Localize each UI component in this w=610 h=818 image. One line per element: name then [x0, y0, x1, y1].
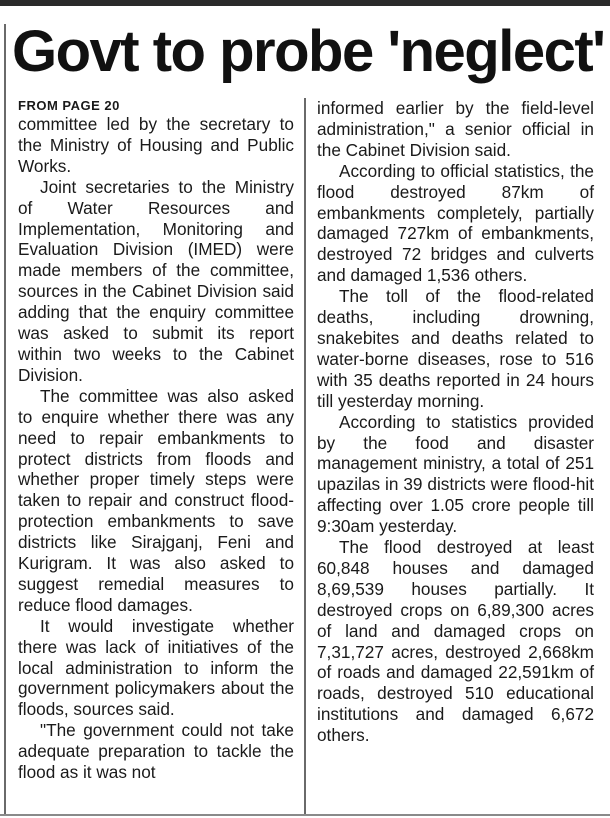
paragraph: Joint secretaries to the Ministry of Water Resources and Implementation, Monitoring and Evaluation Division (IMED) were made members of the committee, sources in the Cabinet Division said adding that the enquiry committee was asked to submit its report within two weeks to the Cabinet Division.	[18, 176, 294, 385]
paragraph: According to official statistics, the flood destroyed 87km of embankments completely, partially damaged 727km of embankments, destroyed 72 bridges and culverts and damaged 1,536 others.	[317, 160, 594, 286]
article-column-left	[18, 98, 294, 783]
article-column-right	[317, 98, 594, 746]
paragraph: According to statistics provided by the food and disaster management ministry, a total of 251 upazilas in 39 districts were flood-hit affecting over 1.05 crore people till 9:30am yesterday.	[317, 411, 594, 537]
paragraph: The toll of the flood-related deaths, including drowning, snakebites and deaths related to water-borne diseases, rose to 516 with 35 deaths reported in 24 hours till yesterday morning.	[317, 286, 594, 411]
headline: Govt to probe 'neglect'	[12, 19, 605, 84]
column-divider	[304, 98, 306, 814]
paragraph: committee led by the secretary to the Ministry of Housing and Public Works.	[18, 114, 294, 176]
paragraph: The committee was also asked to enquire whether there was any need to repair embankments to protect districts from floods and whether proper timely steps were taken to repair and construct flood-protection embankments to save districts like Sirajganj, Feni and Kurigram. It was also asked to suggest remedial measures to reduce flood damages.	[18, 385, 294, 615]
paragraph: "The government could not take adequate preparation to tackle the flood as it was not	[18, 720, 294, 783]
paragraph: It would investigate whether there was lack of initiatives of the local administration to inform the government policymakers about the floods, sources said.	[18, 615, 294, 720]
kicker-from-page: FROM PAGE 20	[18, 98, 120, 113]
paragraph: The flood destroyed at least 60,848 houses and damaged 8,69,539 houses partially. It destroyed crops on 6,89,300 acres of land and damaged crops on 7,31,727 acres, destroyed 2,668km of roads and damaged 22,591km of roads, destroyed 510 educational institutions and damaged 6,672 others.	[317, 537, 594, 746]
top-border	[0, 0, 610, 6]
bottom-border	[0, 814, 610, 816]
paragraph: informed earlier by the field-level administration," a senior official in the Cabinet Division said.	[317, 98, 594, 160]
left-column-rule	[4, 24, 6, 814]
